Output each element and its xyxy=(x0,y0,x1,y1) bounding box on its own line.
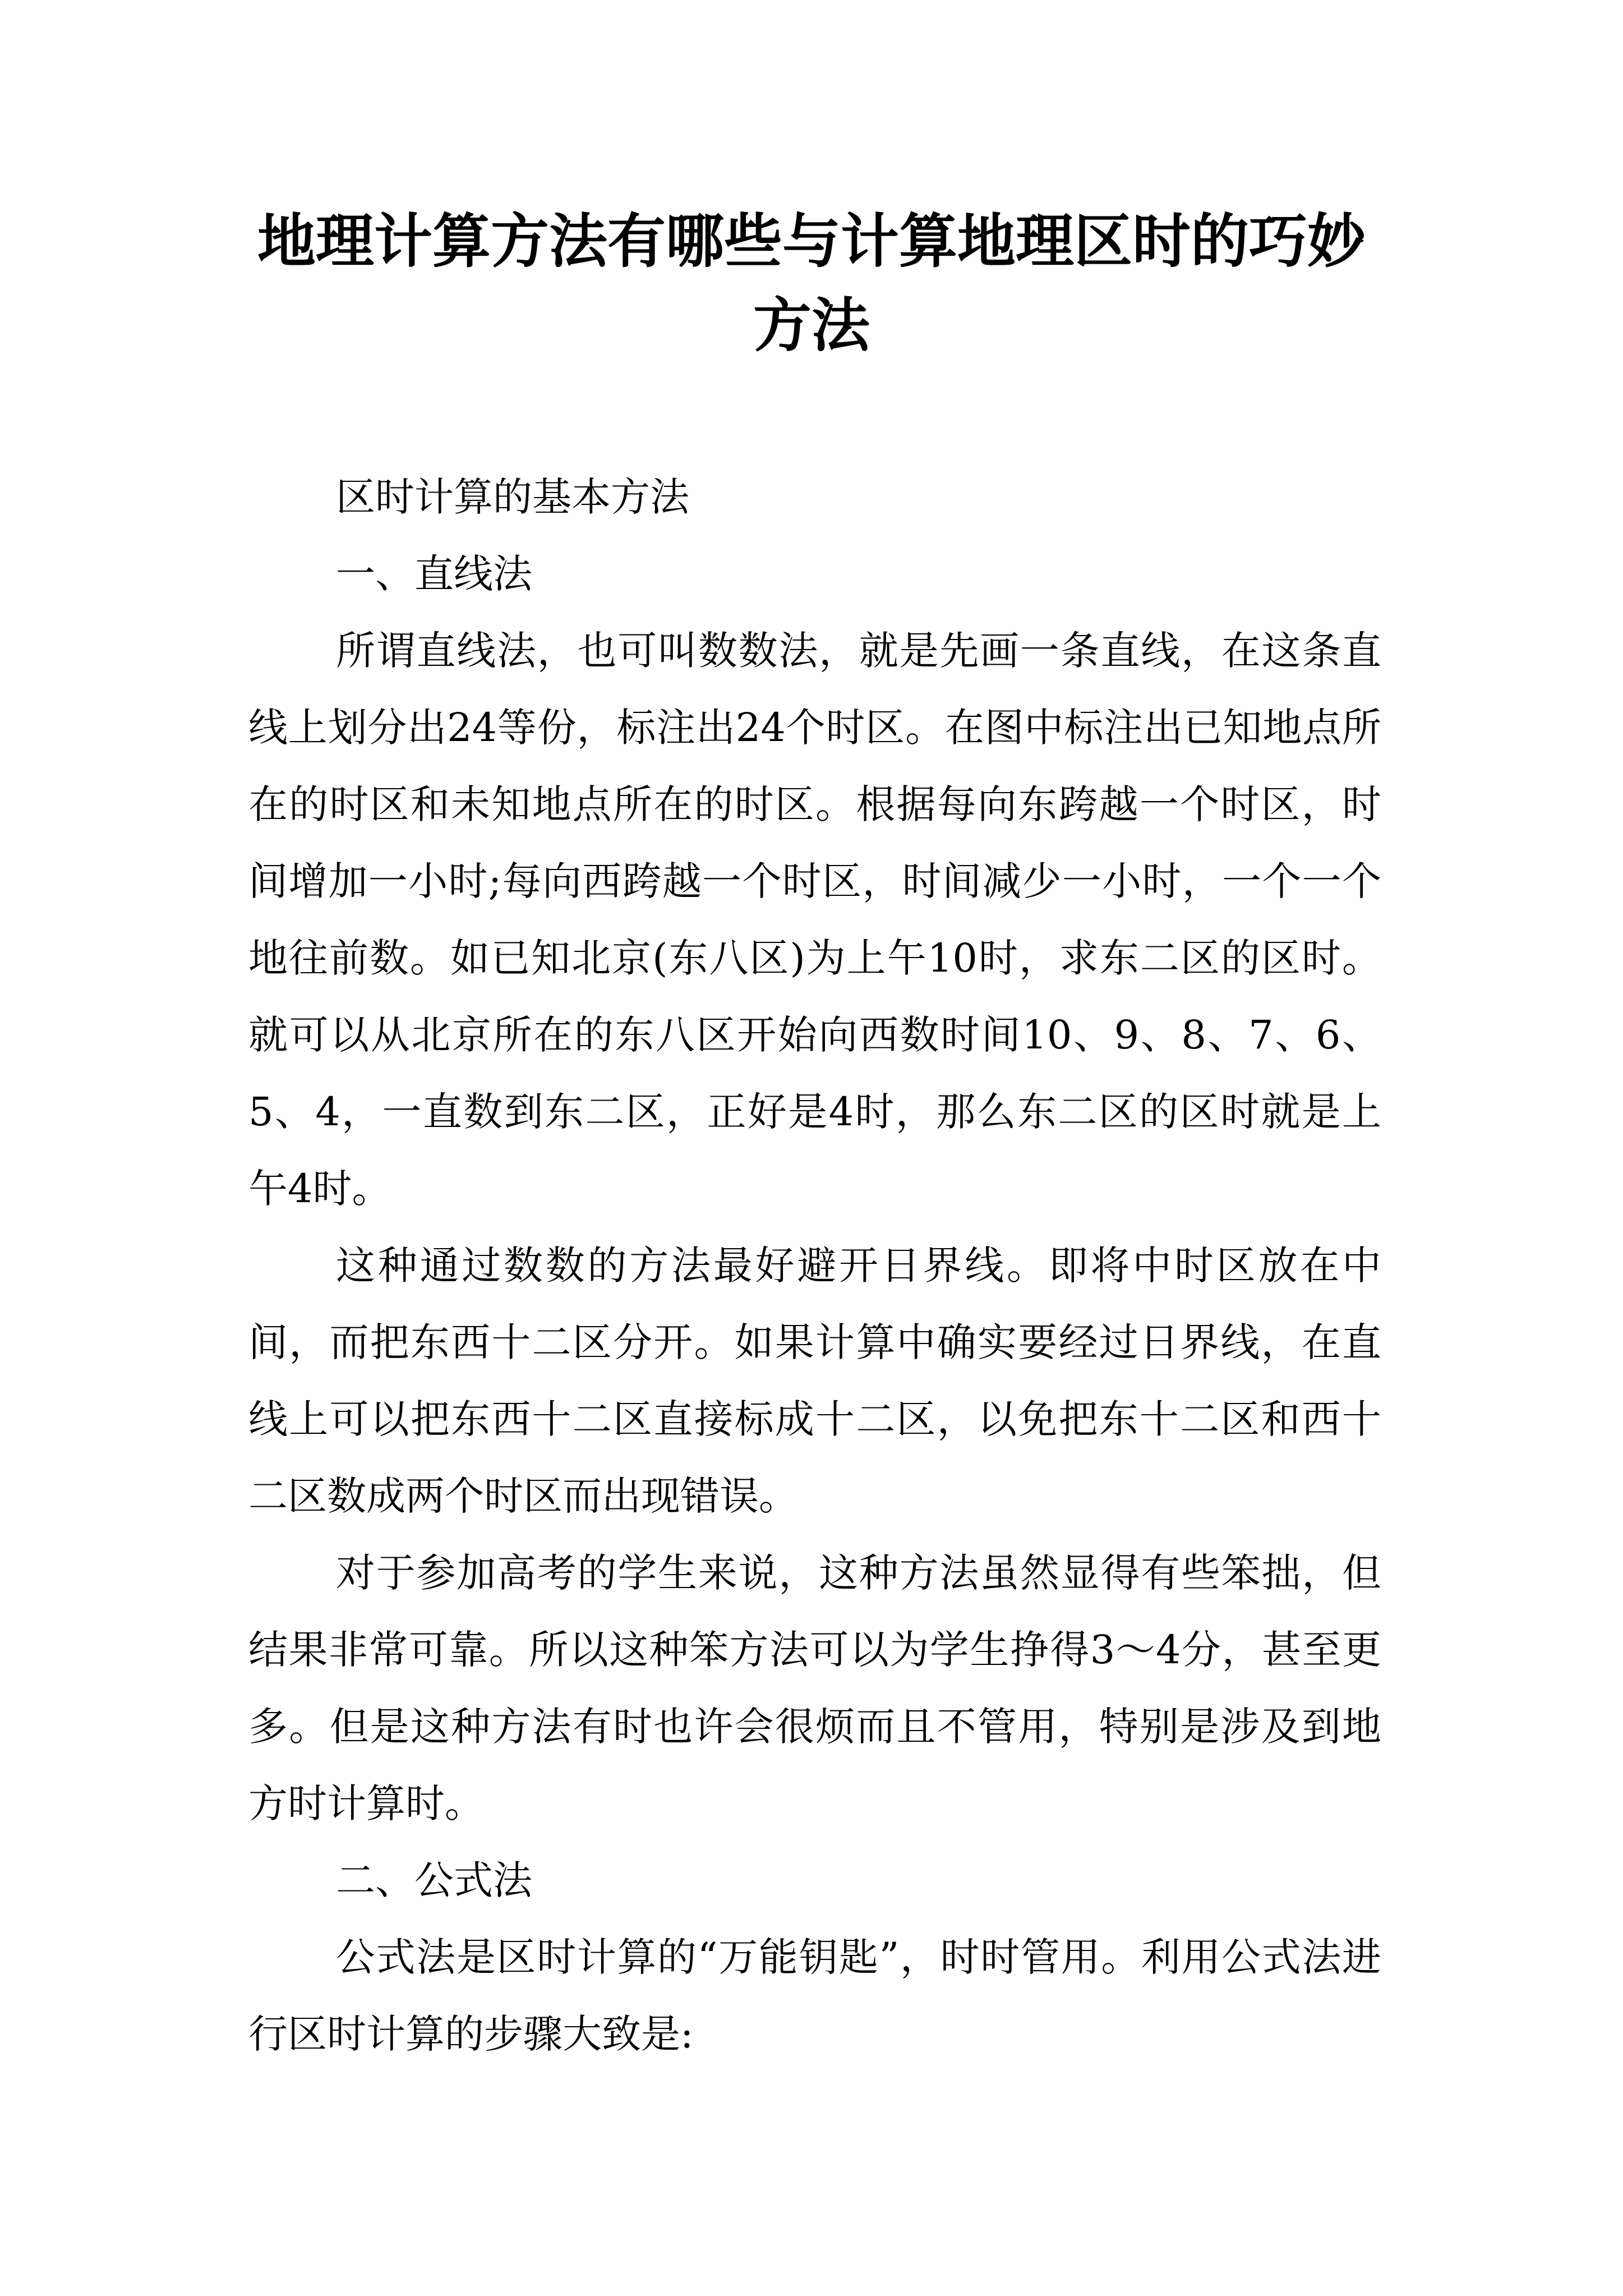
section-heading: 区时计算的基本方法 xyxy=(336,474,689,520)
document-body xyxy=(248,459,1381,2073)
subsection-heading-formula-method: 二、公式法 xyxy=(336,1857,532,1903)
paragraph: 这种通过数数的方法最好避开日界线。即将中时区放在中间，而把东西十二区分开。如果计算中确实要经过日界线，在直线上可以把东西十二区直接标成十二区，以免把东十二区和西十二区数成两个时区而出现错误。 xyxy=(248,1243,1381,1519)
paragraph: 公式法是区时计算的“万能钥匙”，时时管用。利用公式法进行区时计算的步骤大致是: xyxy=(248,1934,1381,2057)
subsection-heading-straight-line-method: 一、直线法 xyxy=(336,551,532,597)
paragraph: 对于参加高考的学生来说，这种方法虽然显得有些笨拙，但结果非常可靠。所以这种笨方法可以为学生挣得3～4分，甚至更多。但是这种方法有时也许会很烦而且不管用，特别是涉及到地方时计算时。 xyxy=(248,1550,1381,1826)
paragraph: 所谓直线法，也可叫数数法，就是先画一条直线，在这条直线上划分出24等份，标注出24个时区。在图中标注出已知地点所在的时区和未知地点所在的时区。根据每向东跨越一个时区，时间增加一小时;每向西跨越一个时区，时间减少一小时，一个一个地往前数。如已知北京(东八区)为上午10时，求东二区的区时。就可以从北京所在的东八区开始向西数时间10、9、8、7、6、5、4，一直数到东二区，正好是4时，那么东二区的区时就是上午4时。 xyxy=(248,628,1381,1212)
document-title: 地理计算方法有哪些与计算地理区时的巧妙方法 xyxy=(257,207,1366,360)
